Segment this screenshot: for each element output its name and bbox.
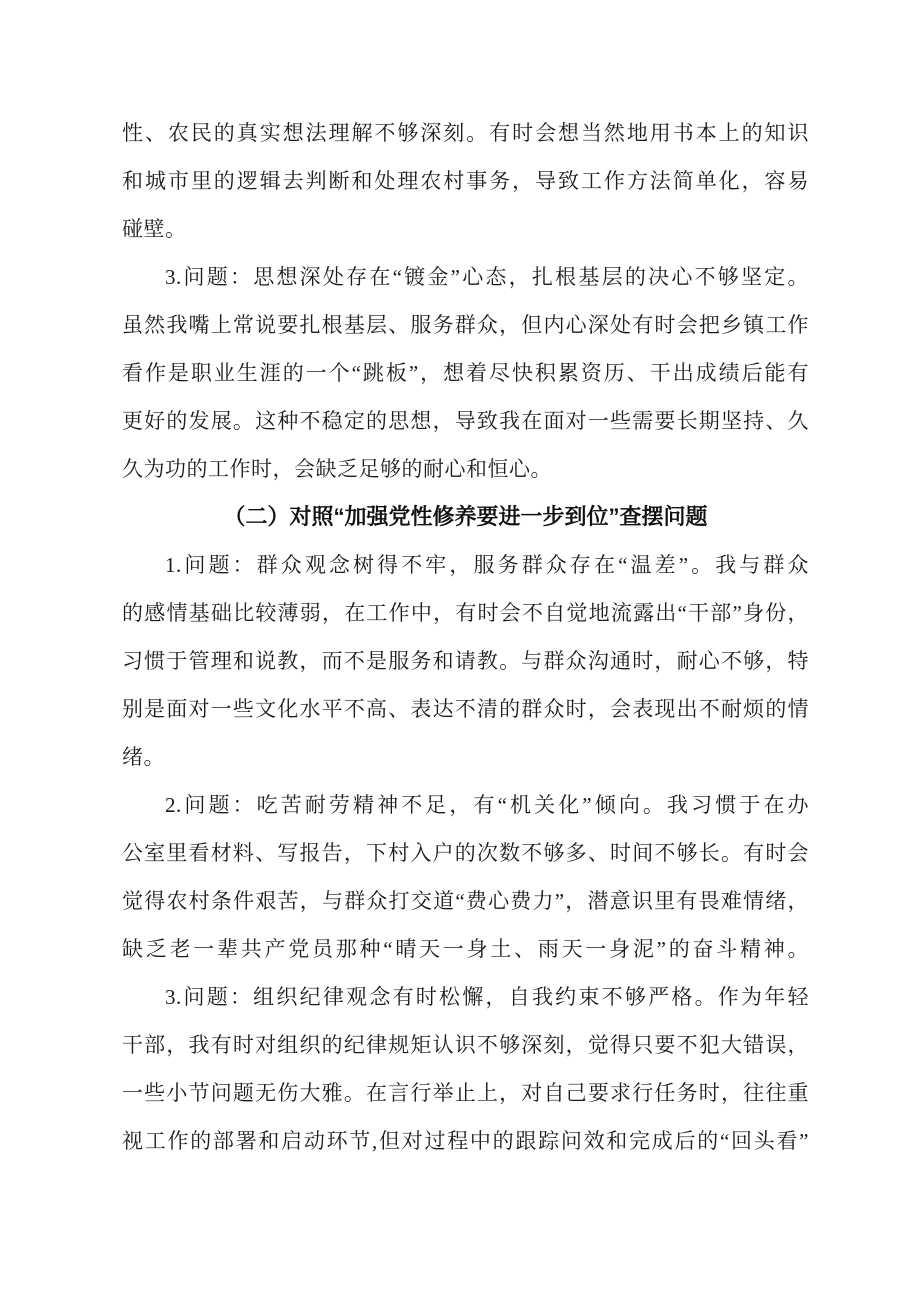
- text-line: 缺乏老一辈共产党员那种“晴天一身土、雨天一身泥”的奋斗精神。: [122, 937, 809, 961]
- text-line: 的感情基础比较薄弱，在工作中，有时会不自觉地流露出“干部”身份，: [122, 601, 809, 625]
- text-line: 碰壁。: [122, 217, 187, 241]
- text-line: 3.问题：组织纪律观念有时松懈，自我约束不够严格。作为年轻: [165, 985, 809, 1009]
- text-line: 和城市里的逻辑去判断和处理农村事务，导致工作方法简单化，容易: [122, 169, 809, 193]
- text-line: 性、农民的真实想法理解不够深刻。有时会想当然地用书本上的知识: [122, 121, 809, 145]
- text-line: 更好的发展。这种不稳定的思想，导致我在面对一些需要长期坚持、久: [122, 409, 809, 433]
- text-line: 别是面对一些文化水平不高、表达不清的群众时，会表现出不耐烦的情: [122, 697, 809, 721]
- text-line: 3.问题：思想深处存在“镀金”心态，扎根基层的决心不够坚定。: [165, 265, 809, 289]
- text-line: 看作是职业生涯的一个“跳板”，想着尽快积累资历、干出成绩后能有: [122, 361, 809, 385]
- text-line: 1.问题：群众观念树得不牢，服务群众存在“温差”。我与群众: [165, 553, 809, 577]
- text-line: 久为功的工作时，会缺乏足够的耐心和恒心。: [122, 457, 552, 481]
- text-line: 习惯于管理和说教，而不是服务和请教。与群众沟通时，耐心不够，特: [122, 649, 809, 673]
- section-heading: （二）对照“加强党性修养要进一步到位”查摆问题: [223, 504, 708, 529]
- document-body: [122, 109, 809, 1165]
- text-line: 公室里看材料、写报告，下村入户的次数不够多、时间不够长。有时会: [122, 841, 809, 865]
- text-line: 视工作的部署和启动环节,但对过程中的跟踪问效和完成后的“回头看”: [122, 1129, 809, 1153]
- text-line: 2.问题：吃苦耐劳精神不足，有“机关化”倾向。我习惯于在办: [165, 793, 809, 817]
- text-line: 一些小节问题无伤大雅。在言行举止上，对自己要求行任务时，往往重: [122, 1081, 809, 1105]
- text-line: 虽然我嘴上常说要扎根基层、服务群众，但内心深处有时会把乡镇工作: [122, 313, 809, 337]
- text-line: 绪。: [122, 745, 165, 769]
- text-line: 觉得农村条件艰苦，与群众打交道“费心费力”，潜意识里有畏难情绪，: [122, 889, 809, 913]
- text-line: 干部，我有时对组织的纪律规矩认识不够深刻，觉得只要不犯大错误，: [122, 1033, 809, 1057]
